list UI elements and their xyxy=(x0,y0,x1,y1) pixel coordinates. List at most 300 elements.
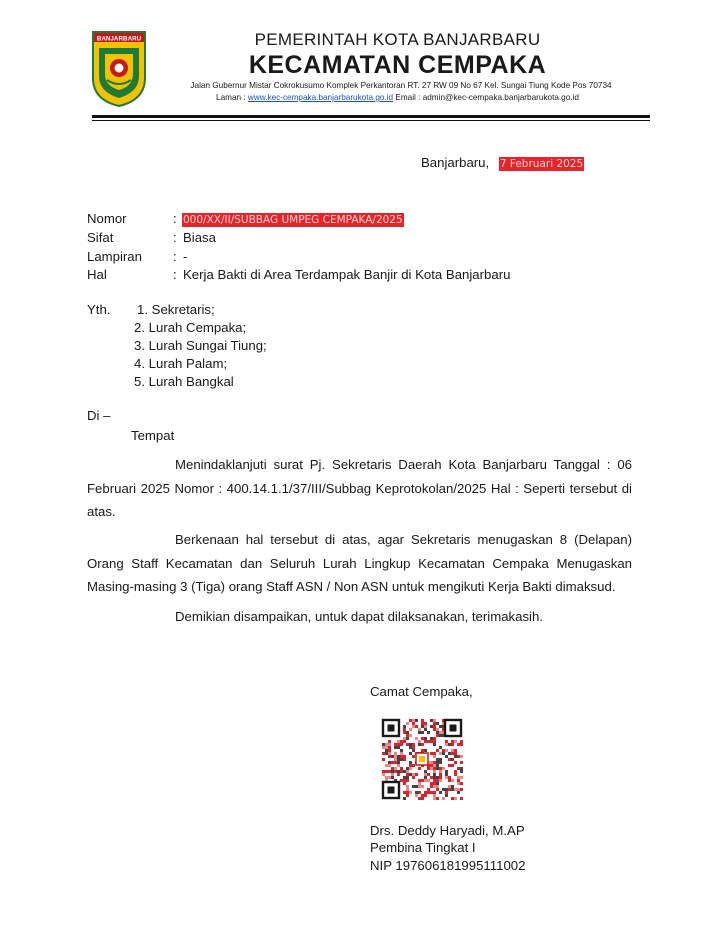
qr-module xyxy=(385,770,388,773)
qr-module xyxy=(430,719,433,722)
body-text: Berkenaan hal tersebut di atas, agar Sekretaris menugaskan 8 (Delapan) Orang Staff Kecamatan dan Seluruh Lurah Lingkup Kecamatan Cempaka Menugaskan Masing-masing 3 (Tiga) orang Staff ASN / Non ASN untuk mengikuti Kerja Bakti dimaksud. xyxy=(87,532,632,594)
qr-module xyxy=(424,722,427,725)
qr-module xyxy=(424,725,427,728)
letter-date: 7 Februari 2025 xyxy=(499,158,584,170)
qr-module xyxy=(406,785,409,788)
qr-module xyxy=(403,782,406,785)
qr-module xyxy=(388,743,391,746)
qr-module xyxy=(394,752,397,755)
qr-module xyxy=(460,761,463,764)
signer-name: Drs. Deddy Haryadi, M.AP xyxy=(370,823,525,838)
qr-module xyxy=(451,785,454,788)
qr-module xyxy=(433,725,436,728)
qr-module xyxy=(436,779,439,782)
qr-module xyxy=(406,794,409,797)
qr-module xyxy=(403,740,406,743)
qr-module xyxy=(439,776,442,779)
recipients-label: Yth. xyxy=(87,302,111,317)
qr-module xyxy=(406,773,409,776)
qr-module xyxy=(430,737,433,740)
email-label: Email : xyxy=(395,93,421,102)
qr-module xyxy=(433,740,436,743)
qr-module xyxy=(448,788,451,791)
qr-module xyxy=(460,776,463,779)
qr-module xyxy=(418,782,421,785)
body-paragraph-1 xyxy=(87,453,632,524)
qr-module xyxy=(397,770,400,773)
qr-module xyxy=(433,722,436,725)
qr-module xyxy=(445,755,448,758)
qr-module xyxy=(394,746,397,749)
qr-module xyxy=(460,797,463,800)
qr-module xyxy=(418,767,421,770)
qr-module xyxy=(406,788,409,791)
qr-module xyxy=(460,740,463,743)
meta-label-sifat: Sifat xyxy=(87,230,114,245)
qr-module xyxy=(430,767,433,770)
qr-module xyxy=(403,758,406,761)
qr-module xyxy=(424,773,427,776)
qr-module xyxy=(433,719,436,722)
qr-module xyxy=(400,767,403,770)
qr-module xyxy=(385,749,388,752)
qr-module xyxy=(412,785,415,788)
qr-module xyxy=(421,779,424,782)
qr-module xyxy=(436,788,439,791)
qr-module xyxy=(451,758,454,761)
qr-module xyxy=(421,725,424,728)
signer-nip: NIP 197606181995111002 xyxy=(370,858,526,873)
qr-module xyxy=(418,743,421,746)
qr-module xyxy=(436,734,439,737)
qr-module xyxy=(433,785,436,788)
qr-module xyxy=(448,752,451,755)
qr-module xyxy=(433,752,436,755)
qr-module xyxy=(424,770,427,773)
qr-module xyxy=(430,752,433,755)
qr-module xyxy=(424,749,427,752)
qr-module xyxy=(421,749,424,752)
signer-rank: Pembina Tingkat I xyxy=(370,840,476,855)
qr-module xyxy=(448,764,451,767)
qr-module xyxy=(400,743,403,746)
qr-module xyxy=(397,764,400,767)
qr-module xyxy=(439,767,442,770)
qr-module xyxy=(424,791,427,794)
qr-module xyxy=(433,776,436,779)
qr-module xyxy=(457,779,460,782)
qr-module xyxy=(382,758,385,761)
qr-module xyxy=(433,791,436,794)
qr-module xyxy=(385,746,388,749)
qr-module xyxy=(403,776,406,779)
qr-module xyxy=(427,767,430,770)
qr-module xyxy=(436,761,439,764)
qr-module xyxy=(445,791,448,794)
qr-module xyxy=(418,797,421,800)
qr-module xyxy=(388,764,391,767)
qr-module xyxy=(427,740,430,743)
qr-module xyxy=(427,731,430,734)
qr-module xyxy=(397,755,400,758)
qr-module xyxy=(427,791,430,794)
qr-module xyxy=(412,776,415,779)
qr-module xyxy=(391,776,394,779)
qr-module xyxy=(409,773,412,776)
office-name: KECAMATAN CEMPAKA xyxy=(248,51,547,79)
qr-module xyxy=(418,731,421,734)
qr-module xyxy=(424,776,427,779)
qr-module xyxy=(454,770,457,773)
qr-module xyxy=(388,770,391,773)
meta-value-sifat: Biasa xyxy=(183,230,216,245)
qr-module xyxy=(412,773,415,776)
qr-module xyxy=(448,779,451,782)
qr-module xyxy=(400,755,403,758)
qr-module xyxy=(457,776,460,779)
qr-module xyxy=(400,770,403,773)
qr-module xyxy=(442,797,445,800)
qr-module xyxy=(451,752,454,755)
qr-module xyxy=(436,797,439,800)
qr-module xyxy=(454,797,457,800)
qr-module xyxy=(457,788,460,791)
qr-module xyxy=(382,770,385,773)
qr-module xyxy=(421,737,424,740)
qr-module xyxy=(415,737,418,740)
qr-module xyxy=(388,740,391,743)
qr-module xyxy=(400,779,403,782)
qr-module xyxy=(394,770,397,773)
qr-module xyxy=(412,722,415,725)
qr-module xyxy=(406,779,409,782)
qr-module xyxy=(436,764,439,767)
city-logo xyxy=(91,30,147,108)
qr-module xyxy=(457,743,460,746)
qr-module xyxy=(421,731,424,734)
government-name: PEMERINTAH KOTA BANJARBARU xyxy=(254,30,541,49)
qr-module xyxy=(400,749,403,752)
qr-module xyxy=(439,761,442,764)
qr-module xyxy=(436,767,439,770)
qr-module xyxy=(409,728,412,731)
qr-module xyxy=(403,779,406,782)
qr-module xyxy=(442,767,445,770)
qr-module xyxy=(439,752,442,755)
qr-module xyxy=(451,779,454,782)
qr-module xyxy=(385,743,388,746)
qr-module xyxy=(415,725,418,728)
qr-module xyxy=(409,767,412,770)
qr-module xyxy=(415,785,418,788)
qr-module xyxy=(418,785,421,788)
qr-module xyxy=(460,788,463,791)
website-link[interactable]: www.kec-cempaka.banjarbarukota.go.id xyxy=(247,93,394,102)
qr-module xyxy=(457,791,460,794)
qr-module xyxy=(403,770,406,773)
qr-module xyxy=(451,749,454,752)
qr-module xyxy=(406,791,409,794)
qr-module xyxy=(385,776,388,779)
body-text: Demikian disampaikan, untuk dapat dilaksanakan, terimakasih. xyxy=(175,609,543,624)
qr-module xyxy=(460,770,463,773)
qr-module xyxy=(439,746,442,749)
qr-module xyxy=(430,791,433,794)
qr-module xyxy=(436,776,439,779)
contact-line xyxy=(150,93,645,102)
qr-module xyxy=(430,785,433,788)
qr-module xyxy=(421,722,424,725)
qr-module xyxy=(415,719,418,722)
qr-module xyxy=(433,797,436,800)
qr-module xyxy=(436,728,439,731)
qr-module xyxy=(412,755,415,758)
qr-module xyxy=(385,764,388,767)
qr-module xyxy=(400,752,403,755)
qr-module xyxy=(442,788,445,791)
office-address: Jalan Gubernur Mistar Cokrokusumo Komplek Perkantoran RT. 27 RW 09 No 67 Kel. Sungai Tiung Kode Pos 70734 xyxy=(190,81,612,90)
qr-module xyxy=(448,785,451,788)
qr-module xyxy=(424,794,427,797)
meta-label-nomor: Nomor xyxy=(87,211,127,226)
qr-module xyxy=(391,755,394,758)
qr-module xyxy=(409,746,412,749)
qr-module xyxy=(457,755,460,758)
qr-module xyxy=(427,779,430,782)
qr-module xyxy=(421,794,424,797)
qr-module xyxy=(454,755,457,758)
qr-module xyxy=(445,776,448,779)
recipient-item: 1. Sekretaris; xyxy=(137,302,215,317)
qr-module xyxy=(391,767,394,770)
qr-module xyxy=(445,773,448,776)
qr-module xyxy=(406,722,409,725)
qr-module xyxy=(391,761,394,764)
qr-module xyxy=(457,767,460,770)
qr-module xyxy=(409,719,412,722)
qr-module xyxy=(412,749,415,752)
meta-value-nomor xyxy=(182,211,404,226)
qr-module xyxy=(439,734,442,737)
qr-module xyxy=(433,770,436,773)
qr-module xyxy=(451,788,454,791)
qr-module xyxy=(412,764,415,767)
meta-colon: : xyxy=(173,230,177,245)
qr-module xyxy=(382,752,385,755)
date-line xyxy=(421,155,584,170)
qr-module xyxy=(382,773,385,776)
qr-module xyxy=(388,749,391,752)
place: Banjarbaru, xyxy=(421,155,490,170)
qr-module xyxy=(421,797,424,800)
qr-module xyxy=(400,740,403,743)
qr-module xyxy=(409,734,412,737)
qr-module xyxy=(433,737,436,740)
qr-module xyxy=(382,746,385,749)
qr-module xyxy=(397,761,400,764)
qr-module xyxy=(406,776,409,779)
qr-module xyxy=(454,761,457,764)
qr-module xyxy=(385,752,388,755)
body-text: Menindaklanjuti surat Pj. Sekretaris Daerah Kota Banjarbaru Tanggal : 06 Februari 2025 Nomor : 400.14.1.1/37/III/Subbag Keprotokolan/2025 Hal : Seperti tersebut di atas. xyxy=(87,457,632,519)
qr-module xyxy=(445,743,448,746)
qr-module xyxy=(433,755,436,758)
qr-module xyxy=(421,719,424,722)
meta-colon: : xyxy=(173,211,177,226)
qr-module xyxy=(406,743,409,746)
qr-module xyxy=(439,731,442,734)
qr-module xyxy=(403,755,406,758)
qr-module xyxy=(424,740,427,743)
logo-text: BANJARBARU xyxy=(96,35,142,43)
recipient-item: 5. Lurah Bangkal xyxy=(134,374,234,389)
qr-module xyxy=(409,761,412,764)
tempat-label: Tempat xyxy=(131,428,175,443)
qr-module xyxy=(442,749,445,752)
qr-module xyxy=(409,791,412,794)
recipient-item: 4. Lurah Palam; xyxy=(134,356,228,371)
qr-module xyxy=(436,749,439,752)
qr-module xyxy=(403,731,406,734)
body-paragraph-2 xyxy=(87,528,632,599)
qr-module xyxy=(394,761,397,764)
qr-module xyxy=(436,722,439,725)
qr-module xyxy=(445,770,448,773)
qr-module xyxy=(439,770,442,773)
qr-module xyxy=(397,743,400,746)
qr-module xyxy=(451,764,454,767)
qr-module xyxy=(430,764,433,767)
qr-module xyxy=(406,770,409,773)
qr-module xyxy=(436,731,439,734)
qr-module xyxy=(445,788,448,791)
qr-module xyxy=(409,752,412,755)
qr-module xyxy=(388,746,391,749)
qr-module xyxy=(430,776,433,779)
qr-module xyxy=(400,758,403,761)
qr-module xyxy=(433,761,436,764)
qr-module xyxy=(451,743,454,746)
email-address: admin@kec-cempaka.banjarbarukota.go.id xyxy=(422,93,579,102)
qr-module xyxy=(460,743,463,746)
qr-module xyxy=(445,749,448,752)
qr-module xyxy=(454,749,457,752)
qr-module xyxy=(403,737,406,740)
qr-module xyxy=(421,785,424,788)
qr-module xyxy=(454,740,457,743)
qr-module xyxy=(409,764,412,767)
qr-module xyxy=(415,791,418,794)
qr-module xyxy=(388,752,391,755)
qr-module xyxy=(433,767,436,770)
qr-module xyxy=(430,740,433,743)
qr-module xyxy=(433,773,436,776)
qr-module xyxy=(451,797,454,800)
website-label: Laman : xyxy=(216,93,246,102)
qr-module xyxy=(424,737,427,740)
qr-module xyxy=(406,767,409,770)
qr-code-signature xyxy=(381,718,463,800)
qr-module xyxy=(442,752,445,755)
qr-module xyxy=(388,755,391,758)
qr-module xyxy=(424,779,427,782)
qr-module xyxy=(454,773,457,776)
meta-label-hal: Hal xyxy=(87,267,107,282)
qr-module xyxy=(439,773,442,776)
qr-module xyxy=(424,728,427,731)
qr-module xyxy=(388,776,391,779)
qr-module xyxy=(460,782,463,785)
qr-module xyxy=(433,794,436,797)
qr-module xyxy=(445,740,448,743)
signature-title: Camat Cempaka, xyxy=(370,684,473,699)
meta-label-lampiran: Lampiran xyxy=(87,249,142,264)
qr-module xyxy=(406,734,409,737)
qr-module xyxy=(454,788,457,791)
qr-module xyxy=(451,740,454,743)
qr-module xyxy=(427,788,430,791)
recipient-item: 2. Lurah Cempaka; xyxy=(134,320,247,335)
qr-module xyxy=(460,755,463,758)
qr-module xyxy=(415,773,418,776)
qr-module xyxy=(397,746,400,749)
qr-module xyxy=(448,743,451,746)
qr-module xyxy=(403,728,406,731)
meta-value-lampiran: - xyxy=(183,249,188,264)
qr-module xyxy=(397,773,400,776)
qr-module xyxy=(418,728,421,731)
header-rule-thick xyxy=(92,115,650,118)
qr-module xyxy=(436,782,439,785)
qr-module xyxy=(433,782,436,785)
qr-module xyxy=(418,791,421,794)
qr-module xyxy=(403,797,406,800)
qr-module xyxy=(388,761,391,764)
qr-module xyxy=(394,758,397,761)
qr-module xyxy=(448,758,451,761)
qr-module xyxy=(445,794,448,797)
qr-module xyxy=(433,764,436,767)
qr-module xyxy=(412,743,415,746)
qr-module xyxy=(418,740,421,743)
meta-colon: : xyxy=(173,267,177,282)
letter-number: 000/XX/II/SUBBAG UMPEG CEMPAKA/2025 xyxy=(183,214,403,226)
qr-module xyxy=(412,725,415,728)
qr-module xyxy=(430,725,433,728)
qr-module xyxy=(397,740,400,743)
qr-module xyxy=(412,719,415,722)
qr-module xyxy=(382,743,385,746)
qr-module xyxy=(433,728,436,731)
qr-module xyxy=(412,746,415,749)
qr-module xyxy=(394,755,397,758)
qr-module xyxy=(454,752,457,755)
qr-module xyxy=(439,791,442,794)
qr-module xyxy=(448,776,451,779)
qr-module xyxy=(403,791,406,794)
qr-module xyxy=(394,767,397,770)
qr-module xyxy=(403,725,406,728)
qr-module xyxy=(406,737,409,740)
qr-module xyxy=(436,758,439,761)
qr-module xyxy=(433,779,436,782)
qr-module xyxy=(460,767,463,770)
body-paragraph-3 xyxy=(87,605,632,629)
qr-module xyxy=(415,794,418,797)
di-label: Di – xyxy=(87,408,111,423)
qr-module xyxy=(439,725,442,728)
qr-module xyxy=(430,782,433,785)
